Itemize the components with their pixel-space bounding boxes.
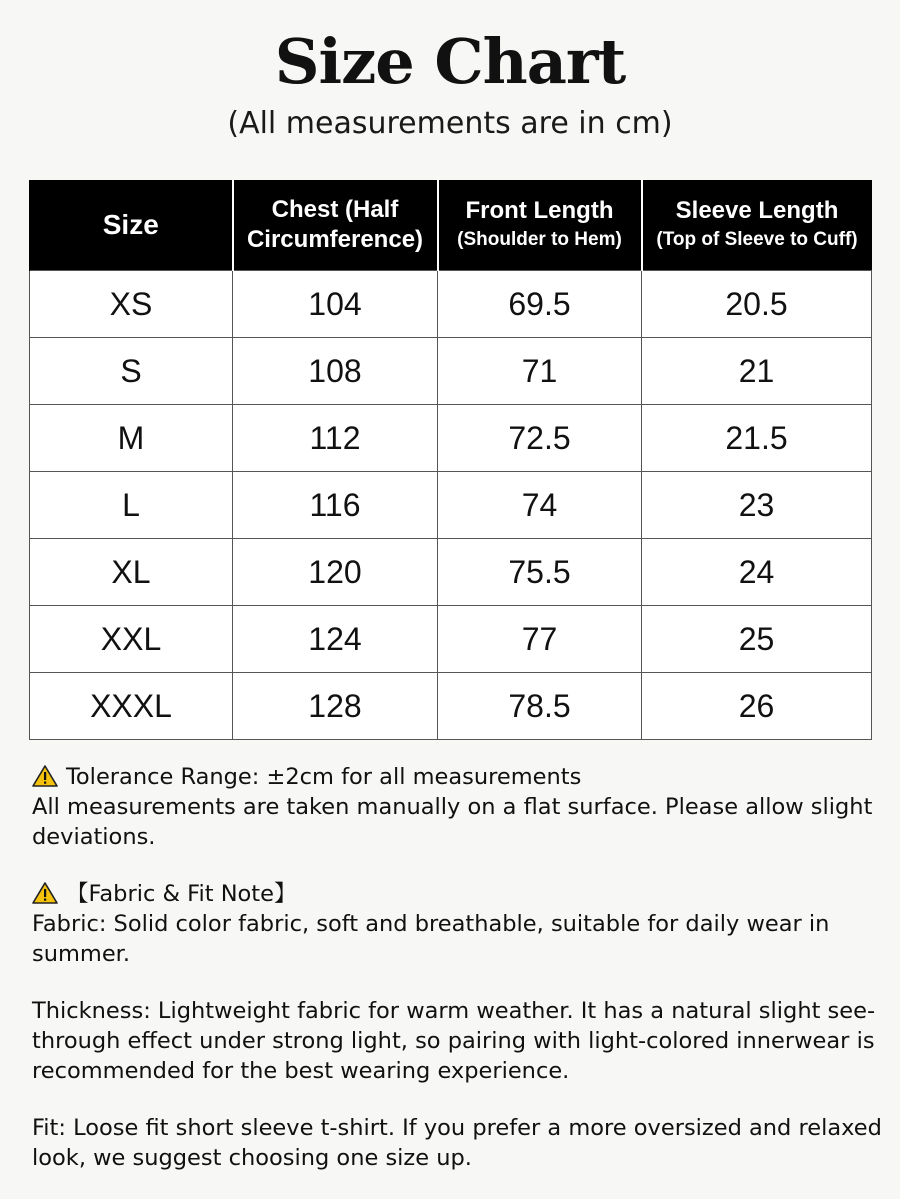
- cell-size: XXL: [30, 606, 233, 673]
- cell-front-length: 72.5: [438, 405, 642, 472]
- cell-front-length: 74: [438, 472, 642, 539]
- table-row: [30, 338, 872, 405]
- header-front-length-label: Front Length: [465, 197, 614, 224]
- table-row: [30, 673, 872, 740]
- tolerance-text: All measurements are taken manually on a flat surface. Please allow slight deviations.: [32, 794, 873, 850]
- fabric-heading: [32, 879, 882, 909]
- cell-front-length: 75.5: [438, 539, 642, 606]
- cell-sleeve-length: 23: [642, 472, 872, 539]
- warning-icon: [32, 764, 58, 787]
- tolerance-heading: [32, 762, 882, 792]
- cell-sleeve-length: 21.5: [642, 405, 872, 472]
- fabric-text: Fabric: Solid color fabric, soft and breathable, suitable for daily wear in summer.: [32, 911, 830, 967]
- cell-chest: 124: [233, 606, 438, 673]
- header-chest: [233, 180, 438, 271]
- page-subtitle: (All measurements are in cm): [227, 106, 673, 141]
- header-sleeve-length: [642, 180, 872, 271]
- cell-size: M: [30, 405, 233, 472]
- table-header-row: [30, 180, 872, 271]
- header-front-length-sublabel: (Shoulder to Hem): [457, 229, 622, 250]
- cell-sleeve-length: 20.5: [642, 271, 872, 338]
- table-row: [30, 606, 872, 673]
- cell-size: XL: [30, 539, 233, 606]
- fit-text: Fit: Loose fit short sleeve t-shirt. If you prefer a more oversized and relaxed look, we suggest choosing one size up.: [32, 1115, 882, 1171]
- header-sleeve-length-label: Sleeve Length: [675, 197, 839, 224]
- cell-chest: 108: [233, 338, 438, 405]
- cell-sleeve-length: 24: [642, 539, 872, 606]
- notes-section: [32, 762, 882, 1173]
- thickness-text: Thickness: Lightweight fabric for warm weather. It has a natural slight see-through effect under strong light, so pairing with light-colored innerwear is recommended for the best wearing experience.: [32, 998, 876, 1084]
- cell-chest: 120: [233, 539, 438, 606]
- fabric-title: 【Fabric & Fit Note】: [66, 881, 297, 907]
- cell-sleeve-length: 21: [642, 338, 872, 405]
- header-size: [30, 180, 233, 271]
- tolerance-title: Tolerance Range: ±2cm for all measurements: [66, 764, 582, 790]
- cell-size: XXXL: [30, 673, 233, 740]
- header-front-length: [438, 180, 642, 271]
- cell-size: S: [30, 338, 233, 405]
- cell-chest: 104: [233, 271, 438, 338]
- header-size-label: Size: [102, 209, 159, 240]
- warning-icon: [32, 881, 58, 904]
- cell-size: XS: [30, 271, 233, 338]
- table-row: [30, 271, 872, 338]
- cell-sleeve-length: 26: [642, 673, 872, 740]
- header-sleeve-length-sublabel: (Top of Sleeve to Cuff): [656, 229, 858, 250]
- cell-front-length: 77: [438, 606, 642, 673]
- cell-chest: 112: [233, 405, 438, 472]
- cell-front-length: 69.5: [438, 271, 642, 338]
- page-title: Size Chart: [274, 25, 626, 98]
- cell-front-length: 78.5: [438, 673, 642, 740]
- cell-size: L: [30, 472, 233, 539]
- table-row: [30, 405, 872, 472]
- cell-sleeve-length: 25: [642, 606, 872, 673]
- cell-front-length: 71: [438, 338, 642, 405]
- cell-chest: 128: [233, 673, 438, 740]
- table-row: [30, 539, 872, 606]
- table-row: [30, 472, 872, 539]
- header-chest-label: Chest (Half: [271, 196, 399, 223]
- cell-chest: 116: [233, 472, 438, 539]
- header-chest-sublabel: Circumference): [246, 226, 424, 253]
- size-table: [29, 180, 872, 740]
